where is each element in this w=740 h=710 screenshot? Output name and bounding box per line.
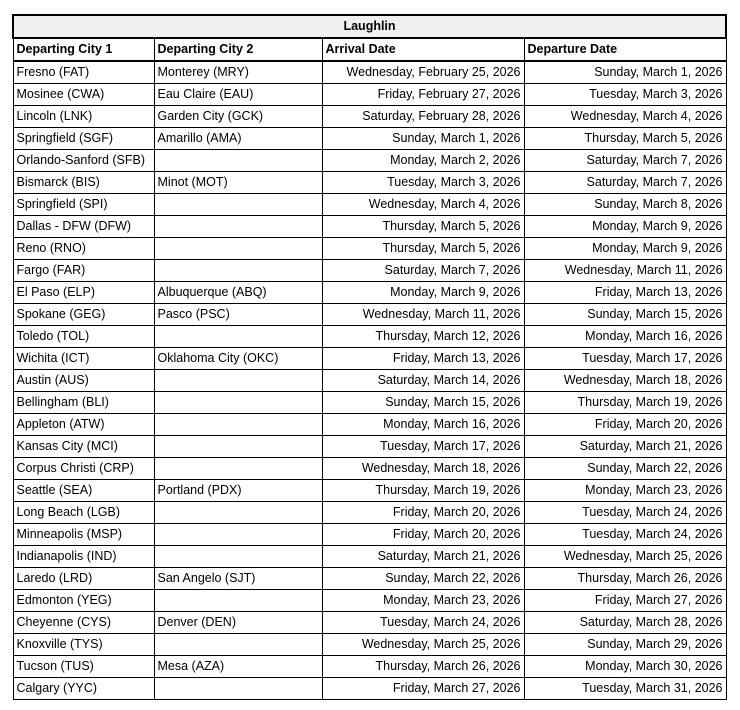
departing-city-1-cell: Spokane (GEG) — [13, 304, 154, 326]
table-row — [13, 524, 726, 546]
departing-city-2-cell: Oklahoma City (OKC) — [154, 348, 322, 370]
header-departure-date: Departure Date — [524, 38, 726, 61]
departing-city-2-cell — [154, 524, 322, 546]
departing-city-1-cell: Dallas - DFW (DFW) — [13, 216, 154, 238]
departing-city-2-cell — [154, 370, 322, 392]
departing-city-2-cell: Denver (DEN) — [154, 612, 322, 634]
departing-city-2-cell — [154, 326, 322, 348]
arrival-date-cell: Monday, March 23, 2026 — [322, 590, 524, 612]
departing-city-1-cell: Minneapolis (MSP) — [13, 524, 154, 546]
arrival-date-cell: Wednesday, March 25, 2026 — [322, 634, 524, 656]
departing-city-1-cell: Calgary (YYC) — [13, 678, 154, 700]
table-row — [13, 370, 726, 392]
arrival-date-cell: Wednesday, March 4, 2026 — [322, 194, 524, 216]
arrival-date-cell: Saturday, February 28, 2026 — [322, 106, 524, 128]
departure-date-cell: Tuesday, March 24, 2026 — [524, 524, 726, 546]
table-row — [13, 480, 726, 502]
arrival-date-cell: Tuesday, March 24, 2026 — [322, 612, 524, 634]
table-row — [13, 634, 726, 656]
departure-date-cell: Saturday, March 7, 2026 — [524, 150, 726, 172]
departure-date-cell: Monday, March 9, 2026 — [524, 216, 726, 238]
arrival-date-cell: Friday, March 27, 2026 — [322, 678, 524, 700]
header-departing-city-1: Departing City 1 — [13, 38, 154, 61]
table-row — [13, 612, 726, 634]
departure-date-cell: Wednesday, March 11, 2026 — [524, 260, 726, 282]
departing-city-1-cell: Springfield (SPI) — [13, 194, 154, 216]
table-row — [13, 61, 726, 84]
arrival-date-cell: Monday, March 2, 2026 — [322, 150, 524, 172]
departing-city-1-cell: Bellingham (BLI) — [13, 392, 154, 414]
arrival-date-cell: Friday, February 27, 2026 — [322, 84, 524, 106]
departure-date-cell: Monday, March 30, 2026 — [524, 656, 726, 678]
arrival-date-cell: Sunday, March 1, 2026 — [322, 128, 524, 150]
arrival-date-cell: Wednesday, February 25, 2026 — [322, 61, 524, 84]
table-row — [13, 656, 726, 678]
arrival-date-cell: Wednesday, March 11, 2026 — [322, 304, 524, 326]
departing-city-2-cell: Monterey (MRY) — [154, 61, 322, 84]
title-row — [13, 15, 726, 38]
arrival-date-cell: Thursday, March 5, 2026 — [322, 238, 524, 260]
arrival-date-cell: Friday, March 20, 2026 — [322, 502, 524, 524]
departing-city-1-cell: Seattle (SEA) — [13, 480, 154, 502]
flight-schedule-table — [12, 14, 727, 700]
departing-city-2-cell — [154, 546, 322, 568]
departing-city-2-cell — [154, 238, 322, 260]
table-row — [13, 326, 726, 348]
departure-date-cell: Monday, March 9, 2026 — [524, 238, 726, 260]
table-row — [13, 238, 726, 260]
departing-city-2-cell — [154, 150, 322, 172]
departing-city-1-cell: Appleton (ATW) — [13, 414, 154, 436]
departure-date-cell: Sunday, March 29, 2026 — [524, 634, 726, 656]
table-row — [13, 128, 726, 150]
departure-date-cell: Tuesday, March 24, 2026 — [524, 502, 726, 524]
departing-city-2-cell — [154, 678, 322, 700]
departing-city-2-cell — [154, 458, 322, 480]
departing-city-1-cell: Mosinee (CWA) — [13, 84, 154, 106]
arrival-date-cell: Saturday, March 14, 2026 — [322, 370, 524, 392]
departing-city-2-cell: Eau Claire (EAU) — [154, 84, 322, 106]
departure-date-cell: Thursday, March 19, 2026 — [524, 392, 726, 414]
table-row — [13, 392, 726, 414]
departing-city-2-cell: Pasco (PSC) — [154, 304, 322, 326]
table-title: Laughlin — [13, 15, 726, 38]
departure-date-cell: Sunday, March 15, 2026 — [524, 304, 726, 326]
table-row — [13, 84, 726, 106]
departure-date-cell: Friday, March 27, 2026 — [524, 590, 726, 612]
departing-city-2-cell — [154, 436, 322, 458]
departing-city-1-cell: Lincoln (LNK) — [13, 106, 154, 128]
departing-city-2-cell — [154, 194, 322, 216]
departing-city-1-cell: Fargo (FAR) — [13, 260, 154, 282]
departure-date-cell: Wednesday, March 18, 2026 — [524, 370, 726, 392]
departing-city-1-cell: Long Beach (LGB) — [13, 502, 154, 524]
table-row — [13, 282, 726, 304]
departure-date-cell: Sunday, March 22, 2026 — [524, 458, 726, 480]
arrival-date-cell: Thursday, March 12, 2026 — [322, 326, 524, 348]
departing-city-2-cell — [154, 260, 322, 282]
departing-city-2-cell — [154, 590, 322, 612]
departing-city-1-cell: Cheyenne (CYS) — [13, 612, 154, 634]
departing-city-2-cell: Minot (MOT) — [154, 172, 322, 194]
table-row — [13, 590, 726, 612]
departing-city-1-cell: Orlando-Sanford (SFB) — [13, 150, 154, 172]
arrival-date-cell: Monday, March 9, 2026 — [322, 282, 524, 304]
departure-date-cell: Saturday, March 21, 2026 — [524, 436, 726, 458]
arrival-date-cell: Thursday, March 5, 2026 — [322, 216, 524, 238]
departure-date-cell: Thursday, March 5, 2026 — [524, 128, 726, 150]
arrival-date-cell: Friday, March 20, 2026 — [322, 524, 524, 546]
departing-city-2-cell — [154, 392, 322, 414]
table-row — [13, 568, 726, 590]
departure-date-cell: Monday, March 16, 2026 — [524, 326, 726, 348]
header-arrival-date: Arrival Date — [322, 38, 524, 61]
arrival-date-cell: Monday, March 16, 2026 — [322, 414, 524, 436]
departing-city-1-cell: Fresno (FAT) — [13, 61, 154, 84]
table-row — [13, 348, 726, 370]
departing-city-1-cell: Edmonton (YEG) — [13, 590, 154, 612]
table-row — [13, 436, 726, 458]
table-row — [13, 106, 726, 128]
table-row — [13, 172, 726, 194]
departure-date-cell: Sunday, March 1, 2026 — [524, 61, 726, 84]
header-departing-city-2: Departing City 2 — [154, 38, 322, 61]
departing-city-1-cell: El Paso (ELP) — [13, 282, 154, 304]
departure-date-cell: Thursday, March 26, 2026 — [524, 568, 726, 590]
departing-city-2-cell — [154, 414, 322, 436]
departure-date-cell: Friday, March 13, 2026 — [524, 282, 726, 304]
arrival-date-cell: Sunday, March 15, 2026 — [322, 392, 524, 414]
departing-city-2-cell — [154, 216, 322, 238]
arrival-date-cell: Saturday, March 21, 2026 — [322, 546, 524, 568]
departure-date-cell: Friday, March 20, 2026 — [524, 414, 726, 436]
departing-city-2-cell: Portland (PDX) — [154, 480, 322, 502]
table-row — [13, 678, 726, 700]
table-body — [13, 61, 726, 700]
departing-city-1-cell: Reno (RNO) — [13, 238, 154, 260]
departing-city-1-cell: Austin (AUS) — [13, 370, 154, 392]
table-row — [13, 304, 726, 326]
departure-date-cell: Monday, March 23, 2026 — [524, 480, 726, 502]
table-row — [13, 458, 726, 480]
departing-city-1-cell: Toledo (TOL) — [13, 326, 154, 348]
arrival-date-cell: Sunday, March 22, 2026 — [322, 568, 524, 590]
departing-city-1-cell: Tucson (TUS) — [13, 656, 154, 678]
departing-city-2-cell: Garden City (GCK) — [154, 106, 322, 128]
arrival-date-cell: Friday, March 13, 2026 — [322, 348, 524, 370]
table-row — [13, 546, 726, 568]
departure-date-cell: Sunday, March 8, 2026 — [524, 194, 726, 216]
arrival-date-cell: Saturday, March 7, 2026 — [322, 260, 524, 282]
departing-city-2-cell — [154, 502, 322, 524]
departing-city-1-cell: Indianapolis (IND) — [13, 546, 154, 568]
table-row — [13, 150, 726, 172]
departing-city-1-cell: Wichita (ICT) — [13, 348, 154, 370]
table-row — [13, 414, 726, 436]
arrival-date-cell: Thursday, March 19, 2026 — [322, 480, 524, 502]
departing-city-2-cell — [154, 634, 322, 656]
table-row — [13, 194, 726, 216]
arrival-date-cell: Thursday, March 26, 2026 — [322, 656, 524, 678]
departure-date-cell: Tuesday, March 17, 2026 — [524, 348, 726, 370]
header-row — [13, 38, 726, 61]
departing-city-1-cell: Corpus Christi (CRP) — [13, 458, 154, 480]
departing-city-1-cell: Laredo (LRD) — [13, 568, 154, 590]
departing-city-2-cell: Amarillo (AMA) — [154, 128, 322, 150]
table-row — [13, 502, 726, 524]
departure-date-cell: Wednesday, March 25, 2026 — [524, 546, 726, 568]
departing-city-1-cell: Bismarck (BIS) — [13, 172, 154, 194]
table-row — [13, 260, 726, 282]
departing-city-1-cell: Kansas City (MCI) — [13, 436, 154, 458]
arrival-date-cell: Tuesday, March 17, 2026 — [322, 436, 524, 458]
departure-date-cell: Saturday, March 7, 2026 — [524, 172, 726, 194]
departing-city-1-cell: Springfield (SGF) — [13, 128, 154, 150]
arrival-date-cell: Tuesday, March 3, 2026 — [322, 172, 524, 194]
table-row — [13, 216, 726, 238]
arrival-date-cell: Wednesday, March 18, 2026 — [322, 458, 524, 480]
departure-date-cell: Tuesday, March 31, 2026 — [524, 678, 726, 700]
departure-date-cell: Saturday, March 28, 2026 — [524, 612, 726, 634]
departing-city-1-cell: Knoxville (TYS) — [13, 634, 154, 656]
departure-date-cell: Wednesday, March 4, 2026 — [524, 106, 726, 128]
departing-city-2-cell: San Angelo (SJT) — [154, 568, 322, 590]
departing-city-2-cell: Albuquerque (ABQ) — [154, 282, 322, 304]
departing-city-2-cell: Mesa (AZA) — [154, 656, 322, 678]
departure-date-cell: Tuesday, March 3, 2026 — [524, 84, 726, 106]
